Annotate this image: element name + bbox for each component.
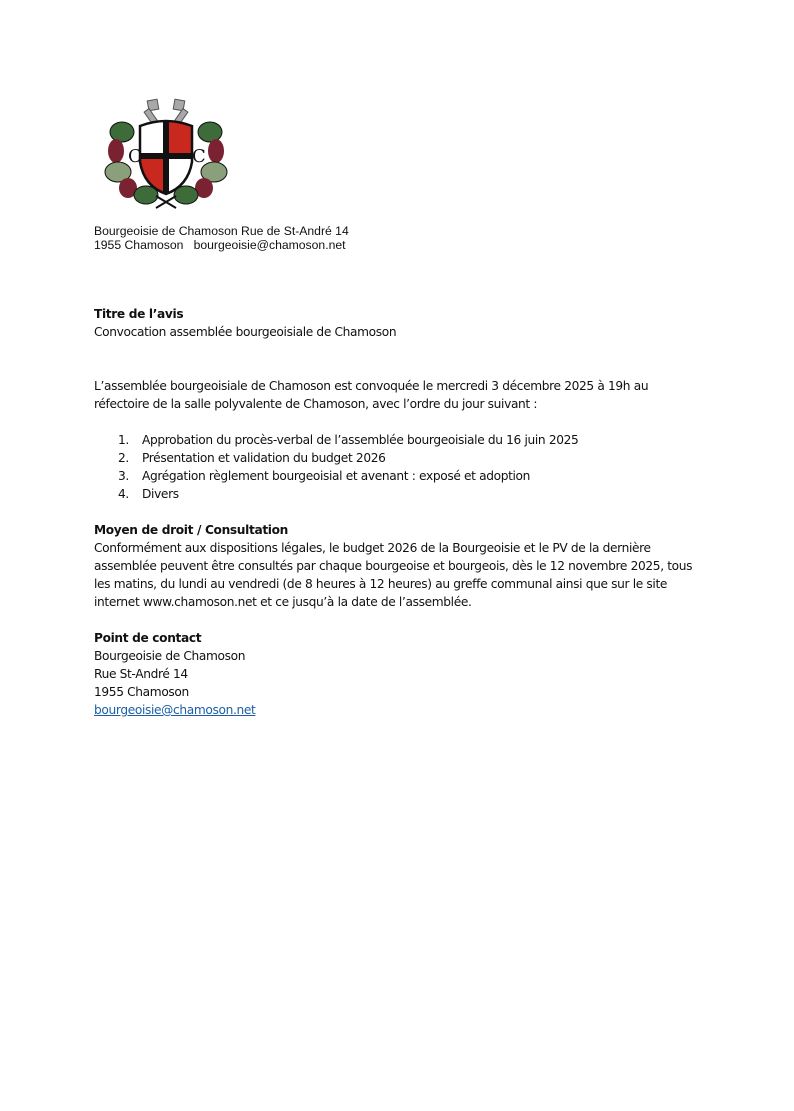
letterhead-address (94, 224, 349, 252)
contact-city: 1955 Chamoson (94, 685, 189, 699)
agenda-text: Approbation du procès-verbal de l’assemblée bourgeoisiale du 16 juin 2025 (142, 433, 579, 447)
legal-paragraph: Conformément aux dispositions légales, le budget 2026 de la Bourgeoisie et le PV de la dernière assemblée peuvent être consultés par chaque bourgeoise et bourgeois, dès le 12 novembre 2025, tous les matins, du lundi au vendredi (de 8 heures à 12 heures) au greffe communal ainsi que sur le site internet www.chamoson.net et ce jusqu’à la date de l’assemblée. (94, 541, 693, 609)
title-heading: Titre de l’avis (94, 307, 184, 321)
contact-email-link[interactable]: bourgeoisie@chamoson.net (94, 703, 256, 717)
agenda-number: 2. (118, 451, 129, 465)
notice-body (94, 305, 704, 719)
agenda-number: 3. (118, 469, 129, 483)
coat-of-arms-logo (104, 96, 228, 211)
legal-heading: Moyen de droit / Consultation (94, 523, 288, 537)
agenda-number: 1. (118, 433, 129, 447)
contact-heading: Point de contact (94, 631, 202, 645)
agenda-item (94, 485, 704, 503)
contact-street: Rue St-André 14 (94, 667, 188, 681)
agenda-item (94, 449, 704, 467)
ribbon-icon (156, 196, 176, 208)
logo-letter-left: C (128, 146, 142, 167)
letterhead-line-1: Bourgeoisie de Chamoson Rue de St-André 14 (94, 224, 349, 238)
logo-letter-right: C (192, 146, 206, 167)
letterhead-line-2: 1955 Chamoson bourgeoisie@chamoson.net (94, 238, 346, 252)
agenda-item (94, 467, 704, 485)
agenda-item (94, 431, 704, 449)
agenda-list (94, 431, 704, 503)
contact-name: Bourgeoisie de Chamoson (94, 649, 246, 663)
agenda-text: Divers (142, 487, 179, 501)
title-value: Convocation assemblée bourgeoisiale de Chamoson (94, 325, 397, 339)
agenda-number: 4. (118, 487, 129, 501)
agenda-text: Agrégation règlement bourgeoisial et avenant : exposé et adoption (142, 469, 531, 483)
intro-paragraph: L’assemblée bourgeoisiale de Chamoson est convoquée le mercredi 3 décembre 2025 à 19h au réfectoire de la salle polyvalente de Chamoson, avec l’ordre du jour suivant : (94, 379, 649, 411)
shield-icon (134, 114, 198, 198)
agenda-text: Présentation et validation du budget 2026 (142, 451, 386, 465)
